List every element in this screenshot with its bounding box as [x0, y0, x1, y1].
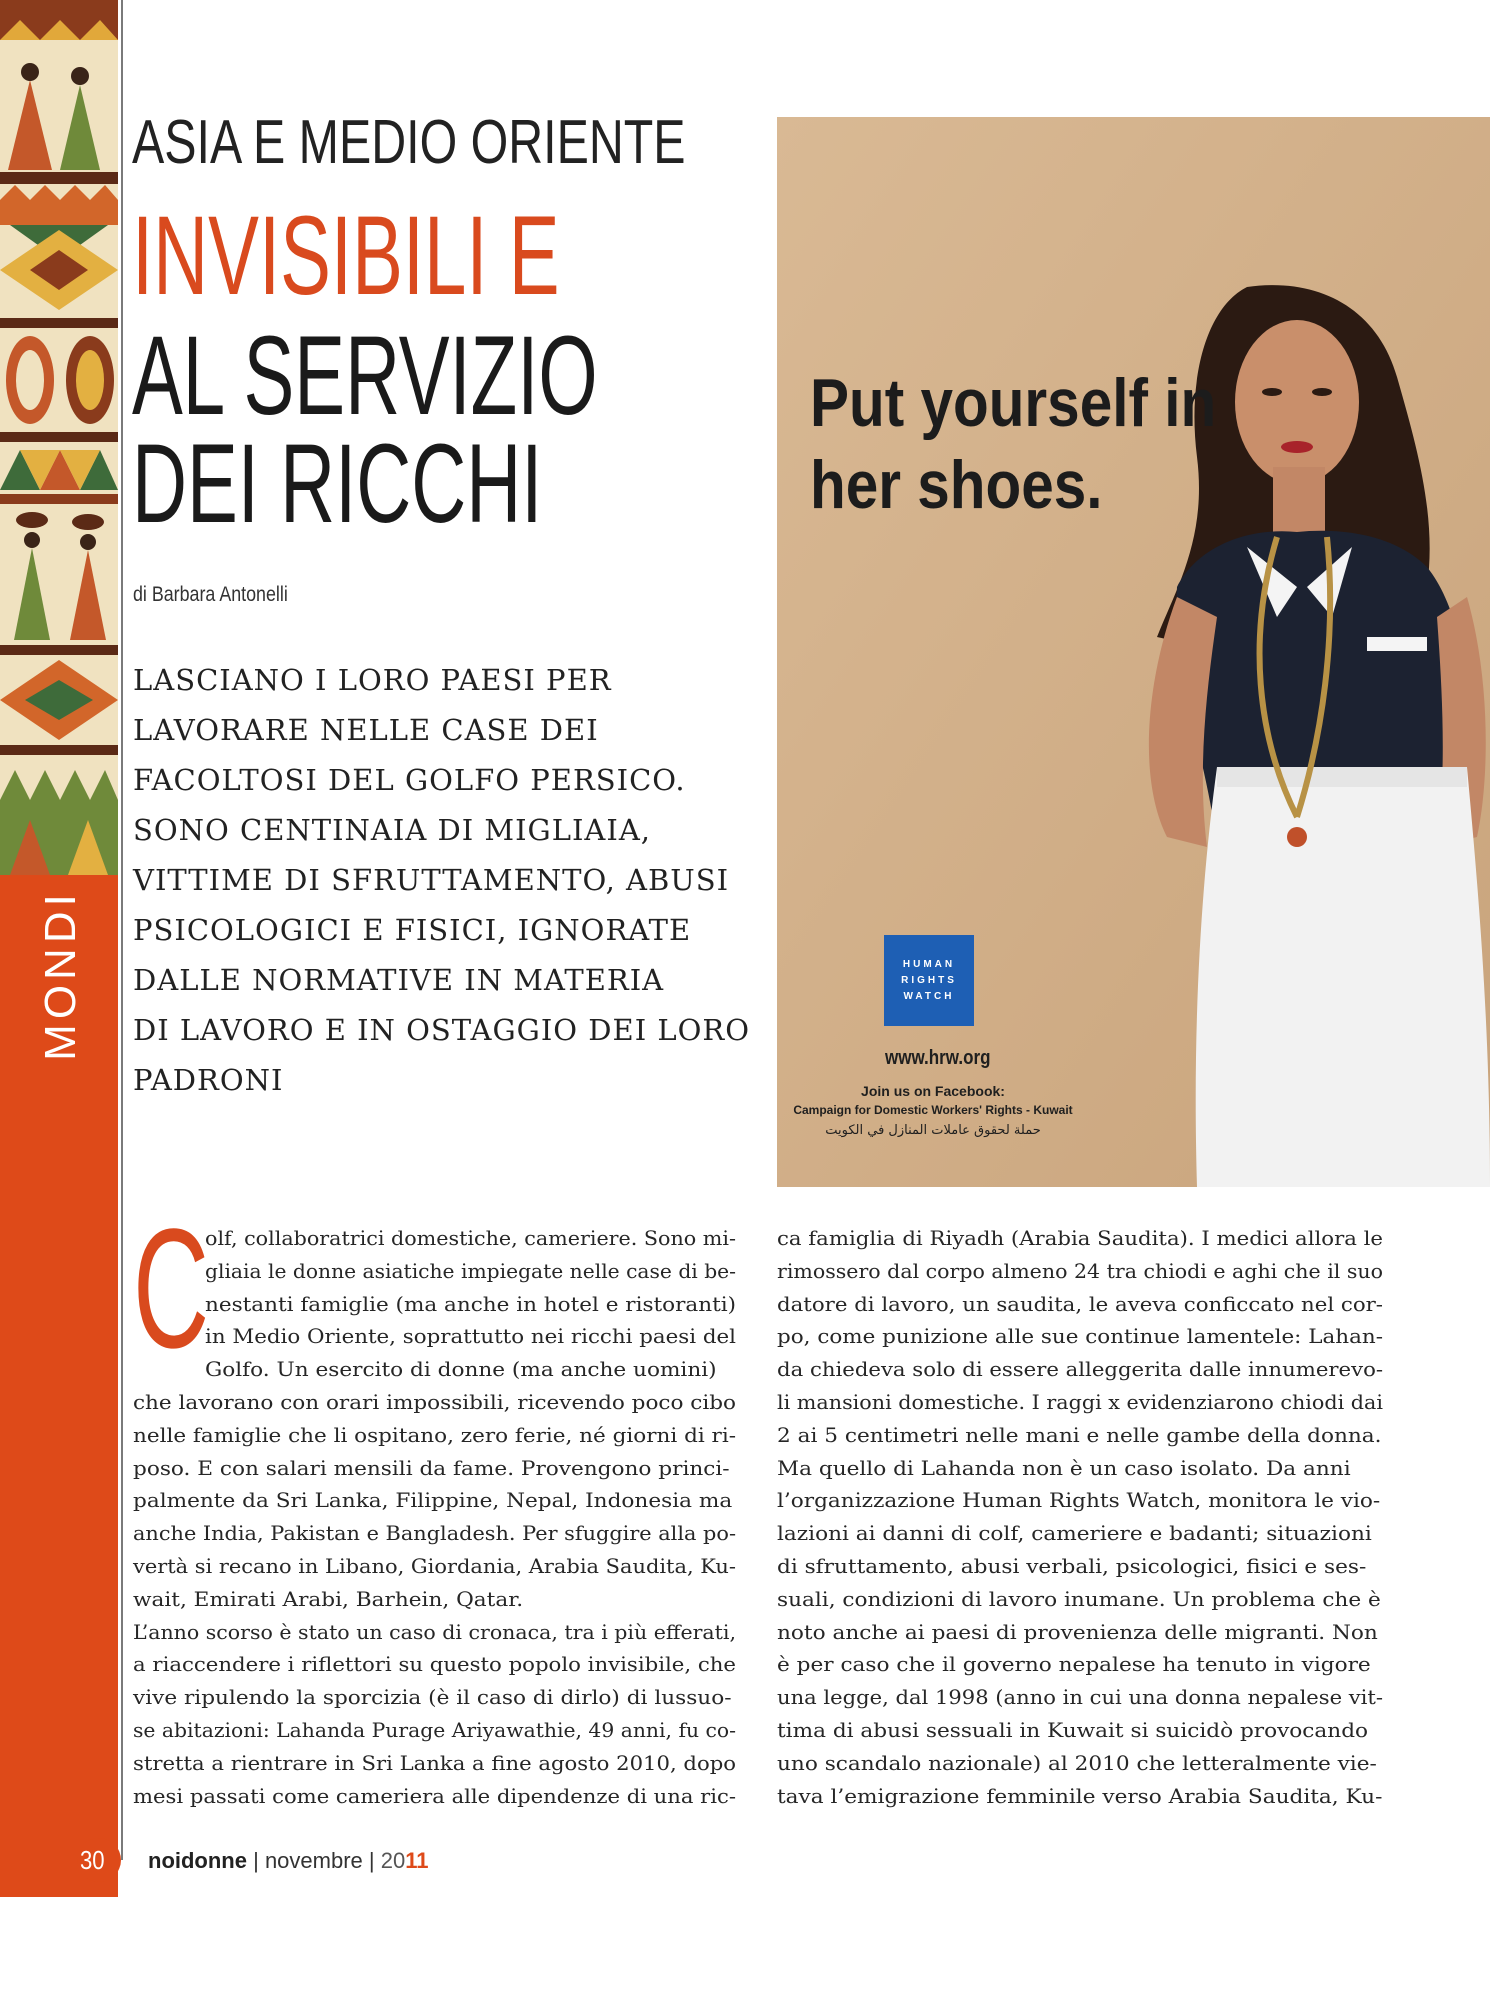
- body-line: datore di lavoro, un saudita, le aveva conficcato nel cor-: [777, 1291, 1383, 1316]
- body-line: ca famiglia di Riyadh (Arabia Saudita). I medici allora le: [777, 1226, 1383, 1250]
- article-left-column: [133, 1194, 736, 1812]
- lede-line: DALLE NORMATIVE IN MATERIA: [133, 963, 665, 997]
- body-line: nelle famiglie che li ospitano, zero ferie, né giorni di ri-: [133, 1422, 736, 1447]
- ad-photo-illustration: [777, 117, 1490, 1187]
- body-line: da chiedeva solo di essere alleggerita dalle innumerevo-: [777, 1357, 1383, 1382]
- body-line: wait, Emirati Arabi, Barhein, Qatar.: [133, 1586, 524, 1611]
- logo-text: WATCH: [903, 990, 955, 1002]
- body-line: di sfruttamento, abusi verbali, psicologici, fisici e ses-: [777, 1553, 1367, 1578]
- issue-year-prefix: 20: [380, 1848, 406, 1873]
- article-lede: [133, 655, 751, 1105]
- magazine-name: noidonne: [148, 1848, 247, 1873]
- issue-year-suffix: 11: [405, 1848, 429, 1873]
- lede-line: FACOLTOSI DEL GOLFO PERSICO.: [133, 763, 686, 797]
- lede-line: LASCIANO I LORO PAESI PER: [133, 663, 612, 697]
- body-line: noto anche ai paesi di provenienza delle migranti. Non: [777, 1619, 1378, 1644]
- logo-text: RIGHTS: [901, 974, 957, 986]
- body-line: li mansioni domestiche. I raggi x evidenziarono chiodi dai: [777, 1389, 1383, 1414]
- ad-website: www.hrw.org: [885, 1047, 991, 1069]
- hrw-advertisement: [777, 117, 1490, 1187]
- body-line: Golfo. Un esercito di donne (ma anche uomini): [205, 1357, 717, 1382]
- lede-line: SONO CENTINAIA DI MIGLIAIA,: [133, 813, 651, 847]
- section-label-text: MONDI: [36, 889, 85, 1061]
- body-line: stretta a rientrare in Sri Lanka a fine agosto 2010, dopo: [133, 1750, 736, 1775]
- body-line: palmente da Sri Lanka, Filippine, Nepal, Indonesia ma: [133, 1488, 733, 1513]
- body-line: nestanti famiglie (ma anche in hotel e ristoranti): [205, 1291, 736, 1316]
- article-title-line-2: AL SERVIZIO: [132, 313, 598, 438]
- body-line: poso. E con salari mensili da fame. Provengono princi-: [133, 1455, 730, 1480]
- hrw-logo: [884, 935, 974, 1026]
- body-line: tava l’emigrazione femminile verso Arabia Saudita, Ku-: [777, 1783, 1383, 1808]
- ad-facebook-label: Join us on Facebook:: [861, 1083, 1005, 1099]
- footer-folio: [148, 1848, 428, 1874]
- body-line: lazioni ai danni di colf, cameriere e badanti; situazioni: [777, 1521, 1372, 1546]
- article-title-line-1: INVISIBILI E: [132, 193, 560, 318]
- lede-line: LAVORARE NELLE CASE DEI: [133, 713, 599, 747]
- body-line: gliaia le donne asiatiche impiegate nelle case di be-: [205, 1258, 736, 1283]
- lede-line: VITTIME DI SFRUTTAMENTO, ABUSI: [133, 863, 730, 897]
- body-line: rimossero dal corpo almeno 24 tra chiodi e aghi che il suo: [777, 1258, 1383, 1283]
- body-line: se abitazioni: Lahanda Purage Ariyawathie, 49 anni, fu co-: [133, 1717, 736, 1742]
- lede-line: DI LAVORO E IN OSTAGGIO DEI LORO: [133, 1013, 751, 1047]
- body-line: tima di abusi sessuali in Kuwait si suicidò provocando: [777, 1717, 1369, 1742]
- ad-headline: [810, 362, 1216, 526]
- body-line: a riaccendere i riflettori su questo popolo invisibile, che: [133, 1652, 736, 1677]
- article-kicker: ASIA E MEDIO ORIENTE: [132, 108, 686, 177]
- lede-line: PADRONI: [133, 1063, 284, 1097]
- body-line: Ma quello di Lahanda non è un caso isolato. Da anni: [777, 1455, 1351, 1480]
- body-line: suali, condizioni di lavoro inumane. Un problema che è: [777, 1586, 1381, 1611]
- body-line: L’anno scorso è stato un caso di cronaca, tra i più efferati,: [133, 1619, 736, 1644]
- body-line: che lavorano con orari impossibili, ricevendo poco cibo: [133, 1389, 736, 1414]
- body-line: l’organizzazione Human Rights Watch, monitora le vio-: [777, 1488, 1381, 1513]
- body-line: in Medio Oriente, soprattutto nei ricchi paesi del: [205, 1324, 736, 1349]
- issue-month: novembre: [264, 1848, 363, 1873]
- body-line: anche India, Pakistan e Bangladesh. Per sfuggire alla po-: [133, 1521, 736, 1546]
- logo-text: HUMAN: [902, 958, 956, 970]
- drop-cap: C: [133, 1194, 210, 1384]
- body-line: olf, collaboratrici domestiche, cameriere. Sono mi-: [205, 1226, 736, 1250]
- body-line: vive ripulendo la sporcizia (è il caso di dirlo) di lussuo-: [133, 1685, 732, 1710]
- ad-arabic-text: حملة لحقوق عاملات المنازل في الكويت: [825, 1123, 1041, 1138]
- decorative-pattern-strip: [0, 0, 118, 875]
- page-number: 30: [80, 1845, 105, 1875]
- ad-headline-line-1: Put yourself in: [810, 365, 1217, 441]
- article-title-line-3: DEI RICCHI: [132, 421, 543, 546]
- byline: di Barbara Antonelli: [133, 583, 288, 606]
- body-line: è per caso che il governo nepalese ha tenuto in vigore: [777, 1652, 1371, 1677]
- footer-separator: |: [362, 1848, 381, 1873]
- article-right-column: [777, 1222, 1383, 1812]
- vertical-rule: [121, 0, 123, 1860]
- footer-separator: |: [246, 1848, 265, 1873]
- ad-campaign: Campaign for Domestic Workers' Rights - Kuwait: [793, 1103, 1073, 1117]
- body-line: mesi passati come cameriera alle dipendenze di una ric-: [133, 1783, 736, 1808]
- body-line: po, come punizione alle sue continue lamentele: Lahan-: [777, 1324, 1383, 1349]
- body-line: 2 ai 5 centimetri nelle mani e nelle gambe della donna.: [777, 1422, 1382, 1447]
- body-line: una legge, dal 1998 (anno in cui una donna nepalese vit-: [777, 1685, 1383, 1710]
- section-label: [36, 880, 86, 1070]
- body-line: vertà si recano in Libano, Giordania, Arabia Saudita, Ku-: [133, 1553, 736, 1578]
- ad-headline-line-2: her shoes.: [810, 447, 1103, 523]
- body-line: uno scandalo nazionale) al 2010 che letteralmente vie-: [777, 1750, 1377, 1775]
- lede-line: PSICOLOGICI E FISICI, IGNORATE: [133, 913, 692, 947]
